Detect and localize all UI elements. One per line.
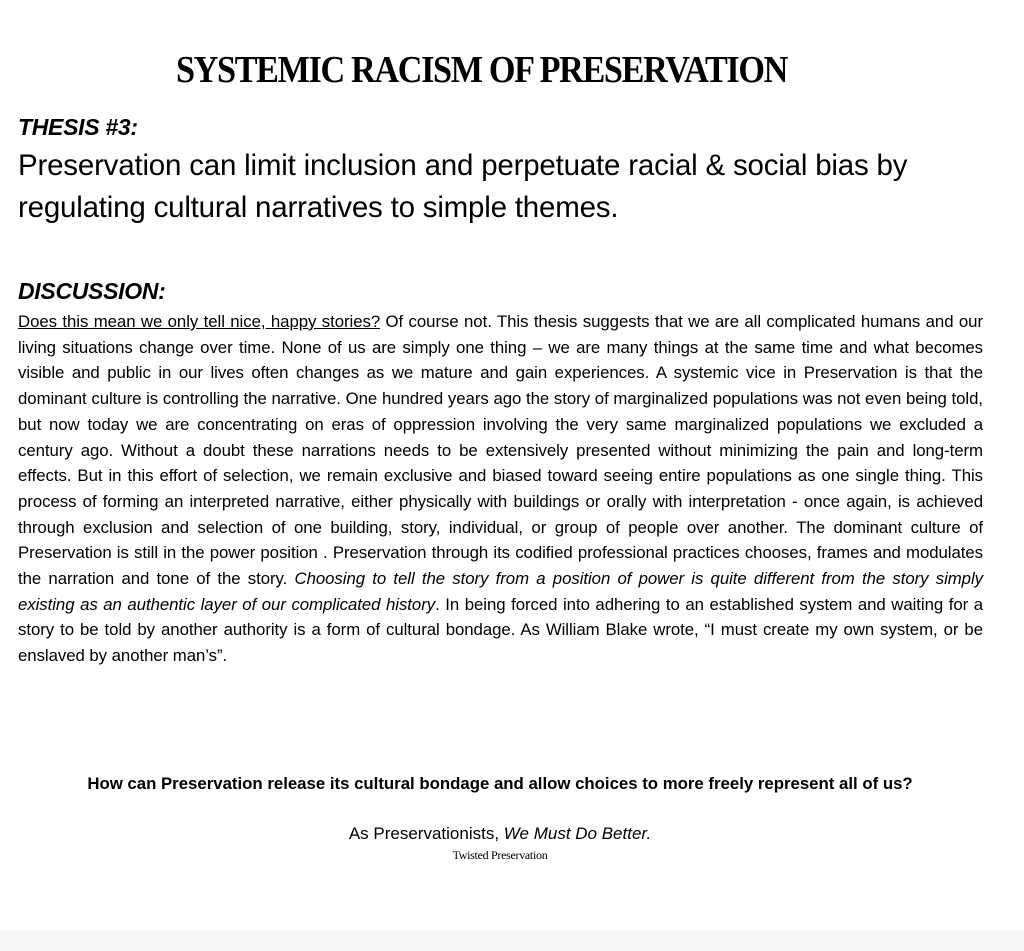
- discussion-italic-text: Choosing to tell the story from a position of power is quite different from the story simply existing as an authentic layer of our complicated history: [18, 569, 983, 614]
- discussion-text-part-2: . In being forced into adhering to an established system and waiting for a story to be told by another authority is a form of cultural bondage. As William Blake wrote, “I must create my own system, or be enslaved by another man’s”.: [18, 594, 983, 666]
- page-bottom-edge: [0, 930, 1024, 951]
- closing-question: How can Preservation release its cultural bondage and allow choices to more freely represent all of us?: [87, 774, 913, 793]
- discussion-label: DISCUSSION:: [18, 278, 166, 304]
- thesis-label: THESIS #3:: [18, 114, 138, 140]
- closing-line: [0, 821, 1000, 847]
- discussion-paragraph: [18, 309, 983, 669]
- closing-prefix: As Preservationists,: [348, 824, 504, 843]
- signature: Twisted Preservation: [452, 848, 548, 862]
- discussion-lead-question: Does this mean we only tell nice, happy stories?: [18, 312, 381, 331]
- closing-emphasis: We Must Do Better.: [503, 824, 652, 843]
- discussion-text-part-1: Of course not. This thesis suggests that we are all complicated humans and our living situations change over time. None of us are simply one thing – we are many things at the same time and what becomes visible and public in our lives often changes as we mature and gain experiences. A systemic vice in Preservation is that the dominant culture is controlling the narrative. One hundred years ago the story of marginalized populations was not even being told, but now today we are concentrating on eras of oppression involving the very same marginalized populations we excluded a century ago. Without a doubt these narrations needs to be extensively presented without minimizing the pain and long-term effects. But in this effort of selection, we remain exclusive and biased toward seeing entire populations as one single thing. This process of forming an interpreted narrative, either physically with buildings or orally with interpretation - once again, is achieved through exclusion and selection of one building, story, individual, or group of people over another. The dominant culture of Preservation is still in the power position . Preservation through its codified professional practices chooses, frames and modulates the narration and tone of the story.: [18, 312, 983, 589]
- thesis-statement: Preservation can limit inclusion and perpetuate racial & social bias by regulating cultural narratives to simple themes.: [18, 149, 908, 224]
- document-title: SYSTEMIC RACISM OF PRESERVATION: [176, 49, 787, 92]
